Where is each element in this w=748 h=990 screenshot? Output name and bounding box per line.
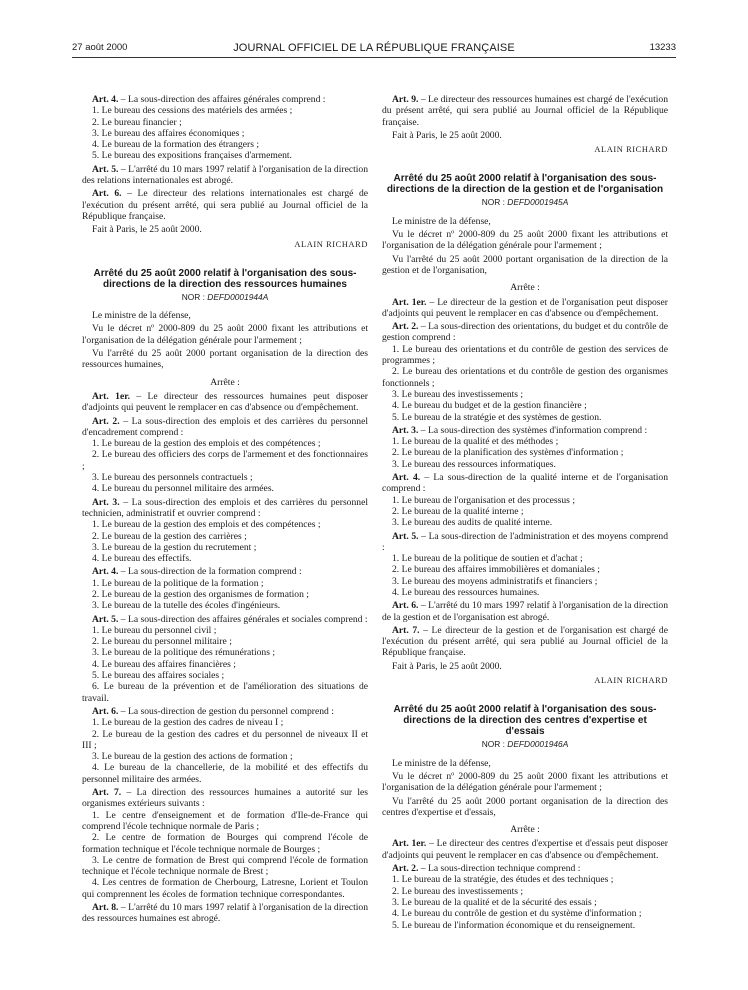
article: Art. 8. – L'arrêté du 10 mars 1997 relatif à l'organisation de la direction des ressources humaines est abrogé. xyxy=(82,902,369,925)
article: Art. 6. – La sous-direction de gestion du personnel comprend : xyxy=(92,705,334,717)
signature-date: Fait à Paris, le 25 août 2000. xyxy=(392,660,502,672)
list-item: 1. Le bureau de la gestion des emplois et des compétences ; xyxy=(92,519,321,531)
list-item: 1. Le bureau de la gestion des emplois et des compétences ; xyxy=(92,438,321,450)
list-item: 5. Le bureau des affaires sociales ; xyxy=(92,670,225,682)
arrete-heading: Arrête : xyxy=(510,282,540,294)
list-item: 5. Le bureau des expositions françaises d'armement. xyxy=(92,150,292,162)
article: Art. 1er. – Le directeur des ressources humaines peut disposer d'adjoints qui peuvent le remplacer en cas d'absence ou d'empêchement. xyxy=(82,390,368,414)
article: Art. 7. – La direction des ressources humaines a autorité sur les organismes extérieurs suivants : xyxy=(82,787,368,810)
right-column xyxy=(382,92,668,931)
article: Art. 4. – La sous-direction de la qualité interne et de l'organisation comprend : xyxy=(382,472,668,495)
list-item: 3. Le bureau des investissements ; xyxy=(392,388,524,400)
list-item: 4. Le bureau de la chancellerie, de la mobilité et des effectifs du personnel militaire des armées. xyxy=(82,762,368,785)
list-item: 3. Le bureau de la tutelle des écoles d'ingénieurs. xyxy=(92,600,281,612)
signature-date: Fait à Paris, le 25 août 2000. xyxy=(392,129,502,141)
list-item: 3. Le bureau des personnels contractuels ; xyxy=(92,472,253,484)
list-item: 3. Le bureau des audits de qualité interne. xyxy=(392,517,553,529)
list-item: 3. Le bureau de la qualité et de la sécurité des essais ; xyxy=(392,896,597,908)
preamble-line: Vu l'arrêté du 25 août 2000 portant organisation de la direction des centres d'expertise et d'essais, xyxy=(382,795,668,818)
article: Art. 5. – L'arrêté du 10 mars 1997 relatif à l'organisation de la direction des relations internationales est abrogé. xyxy=(82,163,369,187)
list-item: 4. Le bureau de la formation des étrangers ; xyxy=(92,139,260,151)
list-item: 2. Le bureau des investissements ; xyxy=(392,885,524,897)
header-rule xyxy=(72,57,676,58)
decree-title: Arrêté du 25 août 2000 relatif à l'organisation des sous-directions de la direction des centres d'expertise et d'essais xyxy=(393,704,657,738)
list-item: 3. Le bureau de la gestion des actions de formation ; xyxy=(92,751,293,763)
list-item: 4. Le bureau des ressources humaines. xyxy=(392,586,540,598)
signature-date: Fait à Paris, le 25 août 2000. xyxy=(92,224,202,236)
list-item: 4. Le bureau des effectifs. xyxy=(92,553,192,565)
arrete-heading: Arrête : xyxy=(510,824,540,836)
list-item: 2. Le bureau de la gestion des cadres et du personnel de niveaux II et III ; xyxy=(82,728,368,751)
article: Art. 5. – La sous-direction de l'administration et des moyens comprend : xyxy=(382,530,668,553)
preamble-line: Le ministre de la défense, xyxy=(92,310,191,322)
list-item: 5. Le bureau de l'information économique et du renseignement. xyxy=(392,919,636,931)
list-item: 1. Le bureau de la stratégie, des études et des techniques ; xyxy=(392,874,614,886)
list-item: 2. Le bureau de la gestion des organismes de formation ; xyxy=(92,588,309,600)
preamble-line: Vu le décret nº 2000-809 du 25 août 2000 fixant les attributions et l'organisation de la délégation générale pour l'armement ; xyxy=(82,323,368,346)
preamble-line: Le ministre de la défense, xyxy=(392,215,491,227)
preamble-line: Vu l'arrêté du 25 août 2000 portant organisation de la direction des ressources humaines, xyxy=(82,348,368,371)
list-item: 1. Le bureau de la qualité et des méthodes ; xyxy=(392,436,559,448)
article: Art. 6. – Le directeur des relations internationales est chargé de l'exécution du présent arrêté, qui sera publié au Journal officiel de la République française. xyxy=(82,188,369,222)
preamble-line: Vu le décret nº 2000-809 du 25 août 2000 fixant les attributions et l'organisation de la délégation générale pour l'armement ; xyxy=(382,770,668,794)
left-column xyxy=(82,92,368,925)
list-item: 2. Le bureau de la gestion des carrières ; xyxy=(92,530,247,542)
list-item: 3. Le bureau des ressources informatiques. xyxy=(392,458,556,470)
list-item: 2. Le bureau des affaires immobilières et domaniales ; xyxy=(392,564,600,576)
list-item: 1. Le bureau de la gestion des cadres de niveau I ; xyxy=(92,717,284,729)
list-item: 1. Le bureau des orientations et du contrôle de gestion des services de programmes ; xyxy=(382,343,668,367)
issue-date: 27 août 2000 xyxy=(72,42,128,53)
signature: ALAIN RICHARD xyxy=(594,145,668,155)
list-item: 6. Le bureau de la prévention et de l'amélioration des situations de travail. xyxy=(82,681,368,704)
article: Art. 3. – La sous-direction des systèmes d'information comprend : xyxy=(392,424,648,436)
signature: ALAIN RICHARD xyxy=(594,676,668,686)
list-item: 3. Le bureau de la politique des rémunérations ; xyxy=(92,647,276,659)
list-item: 5. Le bureau de la stratégie et des systèmes de gestion. xyxy=(392,411,602,423)
journal-title: JOURNAL OFFICIEL DE LA RÉPUBLIQUE FRANÇAISE xyxy=(233,42,515,54)
article: Art. 7. – Le directeur de la gestion et de l'organisation est chargé de l'exécution du présent arrêté, qui sera publié au Journal officiel de la République française. xyxy=(382,624,668,659)
decree-title: Arrêté du 25 août 2000 relatif à l'organisation des sous-directions de la direction des ressources humaines xyxy=(93,267,357,290)
preamble-line: Le ministre de la défense, xyxy=(392,757,491,769)
list-item: 2. Le bureau des orientations et du contrôle de gestion des organismes fonctionnels ; xyxy=(382,366,668,389)
running-header xyxy=(72,42,676,58)
nor-reference: NOR : DEFD0001945A xyxy=(481,197,569,208)
article: Art. 3. – La sous-direction des emplois et des carrières du personnel technicien, administratif et ouvrier comprend : xyxy=(82,496,368,519)
list-item: 2. Le bureau de la qualité interne ; xyxy=(392,505,524,517)
article: Art. 4. – La sous-direction de la formation comprend : xyxy=(92,566,302,578)
list-item: 2. Le bureau de la planification des systèmes d'information ; xyxy=(392,447,624,459)
list-item: 2. Le bureau du personnel militaire ; xyxy=(92,636,232,648)
list-item: 3. Le bureau des moyens administratifs et financiers ; xyxy=(392,575,598,587)
list-item: 2. Le bureau financier ; xyxy=(92,116,182,128)
list-item: 2. Le bureau des officiers des corps de l'armement et des fonctionnaires ; xyxy=(82,449,368,472)
list-item: 3. Le bureau des affaires économiques ; xyxy=(92,127,245,139)
article: Art. 2. – La sous-direction des emplois et des carrières du personnel d'encadrement comprend : xyxy=(82,415,368,438)
list-item: 1. Le centre d'enseignement et de formation d'Ile-de-France qui comprend l'école technique normale de Paris ; xyxy=(82,809,368,832)
list-item: 4. Le bureau du personnel militaire des armées. xyxy=(92,483,274,495)
article: Art. 1er. – Le directeur des centres d'expertise et d'essais peut disposer d'adjoints qui peuvent le remplacer en cas d'absence ou d'empêchement. xyxy=(382,838,669,861)
article: Art. 2. – La sous-direction des orientations, du budget et du contrôle de gestion comprend : xyxy=(382,321,669,344)
arrete-heading: Arrête : xyxy=(210,376,240,388)
page-number: 13233 xyxy=(649,42,676,53)
list-item: 3. Le bureau de la gestion du recrutement ; xyxy=(92,541,257,553)
list-item: 1. Le bureau de l'organisation et des processus ; xyxy=(392,494,575,506)
signature: ALAIN RICHARD xyxy=(294,239,368,249)
nor-reference: NOR : DEFD0001946A xyxy=(481,739,569,750)
article: Art. 6. – L'arrêté du 10 mars 1997 relatif à l'organisation de la direction de la gestion et de l'organisation est abrogé. xyxy=(382,600,669,623)
list-item: 1. Le bureau de la politique de la formation ; xyxy=(92,577,264,589)
list-item: 1. Le bureau de la politique de soutien et d'achat ; xyxy=(392,553,583,565)
article: Art. 5. – La sous-direction des affaires générales et sociales comprend : xyxy=(92,613,368,625)
decree-title: Arrêté du 25 août 2000 relatif à l'organisation des sous-directions de la direction de la gestion et de l'organisation xyxy=(386,173,664,196)
list-item: 4. Le bureau des affaires financières ; xyxy=(92,658,236,670)
list-item: 4. Le bureau du budget et de la gestion financière ; xyxy=(392,400,587,412)
list-item: 2. Le centre de formation de Bourges qui comprend l'école de formation technique et l'école technique normale de Bourges ; xyxy=(82,832,368,855)
preamble-line: Vu le décret nº 2000-809 du 25 août 2000 fixant les attributions et l'organisation de la délégation générale pour l'armement ; xyxy=(382,229,668,252)
list-item: 4. Les centres de formation de Cherbourg, Latresne, Lorient et Toulon qui comprennent les écoles de formation technique correspondantes. xyxy=(82,877,368,900)
article: Art. 4. – La sous-direction des affaires générales comprend : xyxy=(92,94,326,105)
list-item: 1. Le bureau des cessions des matériels des armées ; xyxy=(92,105,293,117)
list-item: 1. Le bureau du personnel civil ; xyxy=(92,624,217,636)
list-item: 4. Le bureau du contrôle de gestion et du système d'information ; xyxy=(392,908,642,920)
article: Art. 9. – Le directeur des ressources humaines est chargé de l'exécution du présent arrêté, qui sera publié au Journal officiel de la République française. xyxy=(382,94,668,128)
article: Art. 2. – La sous-direction technique comprend : xyxy=(392,863,581,875)
article: Art. 1er. – Le directeur de la gestion et de l'organisation peut disposer d'adjoints qui peuvent le remplacer en cas d'absence ou d'empêchement. xyxy=(382,296,668,319)
list-item: 3. Le centre de formation de Brest qui comprend l'école de formation technique et l'école technique normale de Brest ; xyxy=(82,854,368,878)
preamble-line: Vu l'arrêté du 25 août 2000 portant organisation de la direction de la gestion et de l'organisation, xyxy=(382,253,668,276)
nor-reference: NOR : DEFD0001944A xyxy=(181,291,269,302)
